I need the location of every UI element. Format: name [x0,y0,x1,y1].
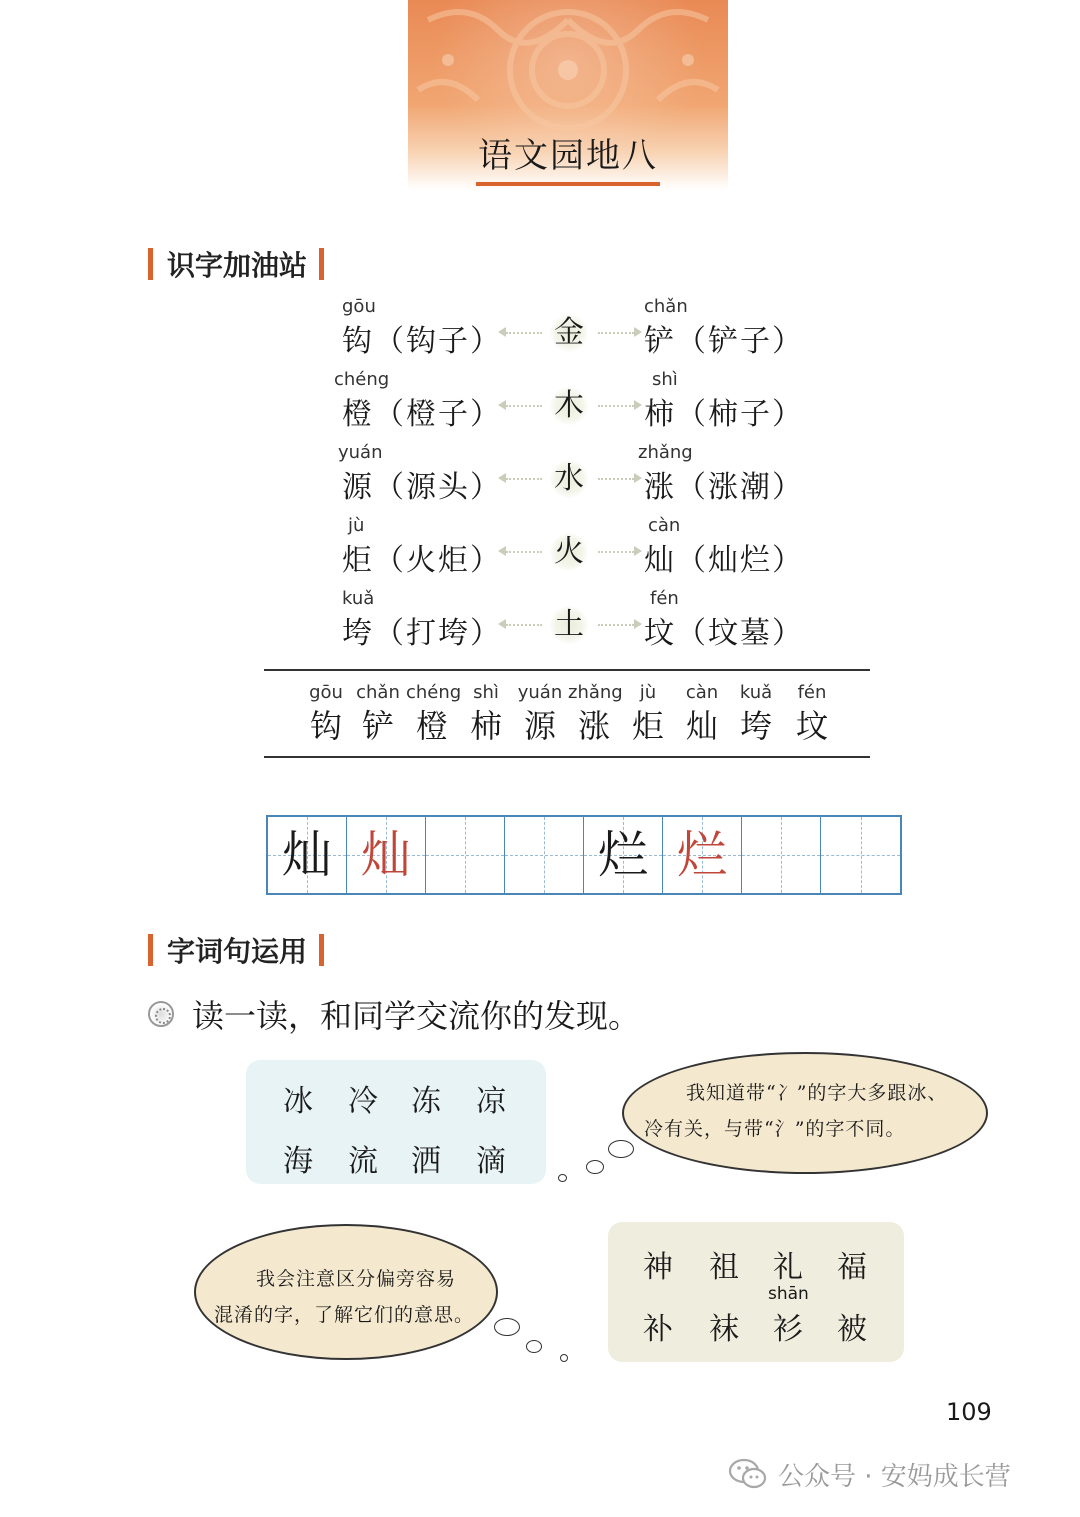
title-banner [408,0,728,190]
box-char: 滴 [476,1144,506,1179]
left-char: 钩 [342,324,374,359]
bubble-dot [558,1174,567,1182]
watermark-text: 公众号 · 安妈成长营 [778,1461,1011,1492]
strip-hanzi: 灿 [685,707,718,745]
strip-hanzi: 铲 [361,707,394,745]
strip-char [730,682,782,746]
section-label: 识字加油站 [167,249,308,282]
arrow-right [598,332,634,334]
box-char: 袜 [709,1312,739,1347]
right-word: 灿（灿烂） [644,543,804,578]
strip-hanzi: 柿 [469,707,502,745]
box-char: 冰 [283,1084,313,1119]
grid-cell [505,817,584,893]
right-pinyin: shì [652,369,678,390]
strip-char [676,682,728,746]
left-pinyin: jù [348,515,365,536]
box-char: 冷 [348,1084,378,1119]
box-char: 衫 [773,1312,803,1347]
strip-char [406,682,462,746]
strip-pinyin: chǎn [356,682,400,703]
right-pinyin: fén [650,588,679,609]
bubble-dot [526,1340,542,1353]
left-char: 垮 [342,616,374,651]
radical-center: 火 [550,533,588,571]
grid-char-red: 烂 [677,826,727,884]
strip-bottom-line [264,756,870,758]
clothing-spirit-radical-box [608,1222,904,1362]
box-char: 神 [643,1250,673,1285]
right-word: 涨（涨潮） [644,470,804,505]
strip-top-line [264,669,870,671]
right-compound: 柿子 [708,397,772,432]
right-char: 灿 [644,543,676,578]
strip-pinyin: càn [685,682,719,703]
section-bar-left [148,934,153,966]
box-char: 被 [837,1312,867,1347]
grid-cell [742,817,821,893]
strip-pinyin: fén [797,682,827,703]
page-number: 109 [946,1398,992,1426]
section-head-literacy [148,244,324,284]
box-char: 礼 [773,1250,803,1285]
strip-pinyin: kuǎ [739,682,773,703]
bubble-line: 冷有关，与带“氵”的字不同。 [644,1118,906,1140]
radical-center: 水 [550,460,588,498]
left-pinyin: gōu [342,296,376,317]
strip-char [622,682,674,746]
grid-cell [663,817,742,893]
section-head-usage [148,930,324,970]
left-word: 源（源头） [342,470,502,505]
read-aloud-icon [148,1001,174,1027]
strip-hanzi: 钩 [309,707,342,745]
strip-hanzi: 源 [523,707,556,745]
strip-hanzi: 涨 [577,707,610,745]
thought-bubble [194,1224,498,1360]
right-char: 涨 [644,470,676,505]
strip-char [786,682,838,746]
box-pinyin: shān [768,1284,809,1304]
box-char: 补 [643,1312,673,1347]
left-char: 炬 [342,543,374,578]
arrow-right [598,478,634,480]
strip-pinyin: yuán [517,682,563,703]
radical-row [330,296,810,366]
radical-row [330,515,810,585]
grid-cell [268,817,347,893]
right-compound: 灿烂 [708,543,772,578]
left-pinyin: kuǎ [342,588,375,609]
grid-cell [584,817,663,893]
right-pinyin: chǎn [644,296,688,317]
left-compound: 打垮 [406,616,470,651]
right-pinyin: zhǎng [638,442,693,463]
strip-pinyin: jù [639,682,657,703]
strip-pinyin: chéng [406,682,462,703]
left-word: 炬（火炬） [342,543,502,578]
grid-char: 灿 [282,826,332,884]
section-bar-right [319,248,324,280]
watermark [728,1456,1011,1492]
left-pinyin: chéng [334,369,390,390]
radical-row [330,588,810,658]
left-char: 源 [342,470,374,505]
arrow-left [506,551,542,553]
thought-bubble [622,1052,988,1174]
box-char: 祖 [709,1250,739,1285]
right-compound: 涨潮 [708,470,772,505]
arrow-left [506,478,542,480]
left-word: 垮（打垮） [342,616,502,651]
section-bar-right [319,934,324,966]
box-char: 洒 [411,1144,441,1179]
page-title: 语文园地八 [478,136,658,176]
right-word: 铲（铲子） [644,324,804,359]
arrow-left [506,405,542,407]
writing-grid [266,815,902,895]
bubble-line: 我会注意区分偏旁容易 [256,1268,457,1290]
title-underline [476,182,660,186]
radical-center: 土 [550,606,588,644]
right-char: 铲 [644,324,676,359]
water-ice-radical-box [246,1060,546,1184]
bubble-dot [560,1354,568,1362]
strip-hanzi: 橙 [415,707,448,745]
bubble-line: 我知道带“冫”的字大多跟冰、 [686,1082,948,1104]
arrow-right [598,551,634,553]
left-char: 橙 [342,397,374,432]
strip-char [300,682,352,746]
strip-char [352,682,404,746]
left-word: 橙（橙子） [342,397,502,432]
section-label: 字词句运用 [167,935,308,968]
right-word: 柿（柿子） [644,397,804,432]
bubble-line: 混淆的字，了解它们的意思。 [214,1304,475,1326]
box-char: 福 [837,1250,867,1285]
grid-char: 烂 [598,826,648,884]
instruction-text: 读一读，和同学交流你的发现。 [192,997,641,1035]
right-pinyin: càn [648,515,681,536]
radical-row [330,369,810,439]
strip-pinyin: shì [473,682,499,703]
strip-pinyin: gōu [309,682,343,703]
radical-center: 金 [550,314,588,352]
strip-hanzi: 垮 [739,707,772,745]
left-compound: 钩子 [406,324,470,359]
right-char: 坟 [644,616,676,651]
instruction [148,994,640,1034]
strip-pinyin: zhǎng [568,682,623,703]
radical-center: 木 [550,387,588,425]
arrow-left [506,332,542,334]
strip-char [514,682,566,746]
strip-hanzi: 炬 [631,707,664,745]
strip-char [460,682,512,746]
box-char: 凉 [476,1084,506,1119]
left-pinyin: yuán [338,442,383,463]
strip-hanzi: 坟 [795,707,828,745]
grid-char-red: 灿 [361,826,411,884]
right-compound: 铲子 [708,324,772,359]
arrow-left [506,624,542,626]
right-word: 坟（坟墓） [644,616,804,651]
character-strip [300,682,840,752]
strip-char [568,682,623,746]
box-char: 流 [348,1144,378,1179]
box-char: 海 [283,1144,313,1179]
radical-row [330,442,810,512]
grid-cell [426,817,505,893]
right-char: 柿 [644,397,676,432]
bubble-dot [586,1160,604,1174]
left-compound: 源头 [406,470,470,505]
left-compound: 火炬 [406,543,470,578]
box-char: 冻 [411,1084,441,1119]
left-compound: 橙子 [406,397,470,432]
section-bar-left [148,248,153,280]
left-word: 钩（钩子） [342,324,502,359]
grid-cell [347,817,426,893]
wechat-icon [728,1457,768,1491]
bubble-dot [608,1140,634,1158]
grid-cell [821,817,900,893]
arrow-right [598,405,634,407]
bubble-dot [494,1318,520,1336]
right-compound: 坟墓 [708,616,772,651]
arrow-right [598,624,634,626]
